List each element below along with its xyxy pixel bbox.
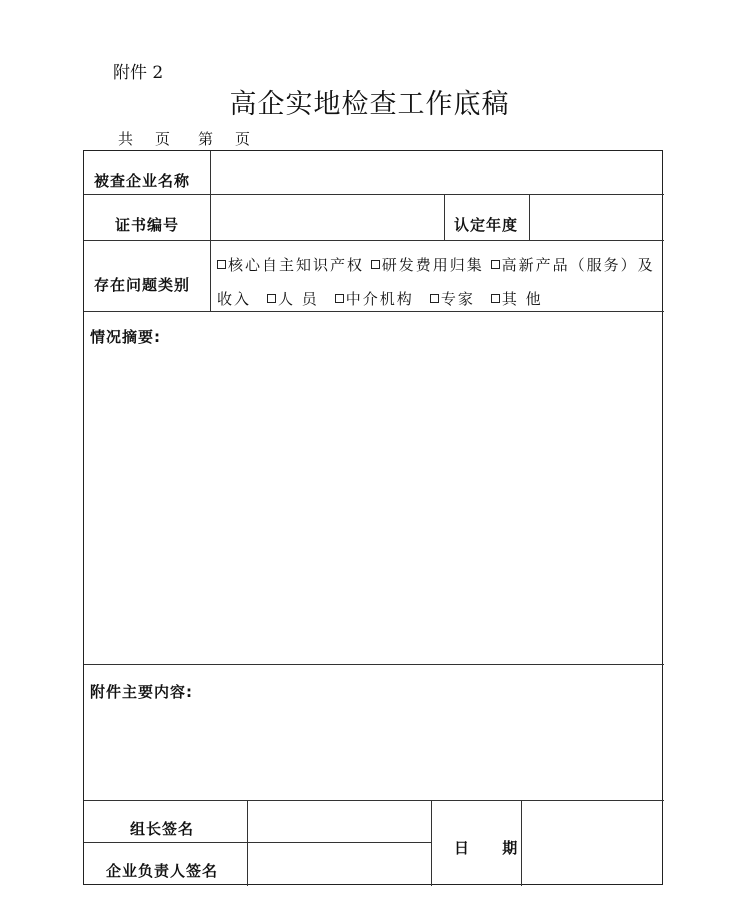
date-field[interactable] xyxy=(522,801,663,884)
page-count xyxy=(118,128,250,149)
option-ip[interactable]: 核心自主知识产权 xyxy=(217,256,364,274)
page-title: 高企实地检查工作底稿 xyxy=(229,89,510,120)
date-label: 日 期 xyxy=(454,839,532,857)
checkbox-icon[interactable] xyxy=(371,260,380,269)
issue-type-label: 存在问题类别 xyxy=(94,276,191,294)
inspection-form xyxy=(83,150,663,885)
option-personnel[interactable]: 人 员 xyxy=(267,288,319,309)
option-hightech-product[interactable]: 高新产品（服务）及 xyxy=(491,256,655,274)
row-divider xyxy=(84,311,664,312)
row-divider xyxy=(84,664,664,665)
option-rd-expense[interactable]: 研发费用归集 xyxy=(371,256,484,274)
certificate-number-label: 证书编号 xyxy=(115,216,180,234)
company-head-sign-label: 企业负责人签名 xyxy=(106,862,219,880)
page-total-label: 共 xyxy=(118,130,134,148)
attachment-number: 附件 2 xyxy=(113,63,164,83)
cert-year-field[interactable] xyxy=(530,195,663,239)
company-name-field[interactable] xyxy=(211,152,663,193)
page-total-unit: 页 xyxy=(155,130,171,148)
checkbox-icon[interactable] xyxy=(430,294,439,303)
page-current-unit: 页 xyxy=(235,130,251,148)
issue-options-line2 xyxy=(217,288,543,309)
checkbox-icon[interactable] xyxy=(217,260,226,269)
issue-options-line1 xyxy=(217,254,655,275)
attachment-content-label: 附件主要内容: xyxy=(90,683,193,701)
column-divider xyxy=(444,194,445,240)
attachment-content-field[interactable] xyxy=(85,706,663,799)
option-expert[interactable]: 专家 xyxy=(430,288,475,309)
option-other[interactable]: 其 他 xyxy=(491,288,543,309)
column-divider xyxy=(431,800,432,886)
leader-sign-field[interactable] xyxy=(248,801,430,841)
option-agency[interactable]: 中介机构 xyxy=(335,288,414,309)
summary-field[interactable] xyxy=(85,351,663,663)
option-income-suffix: 收入 xyxy=(217,290,252,308)
summary-label: 情况摘要: xyxy=(90,328,161,346)
checkbox-icon[interactable] xyxy=(491,260,500,269)
company-head-sign-field[interactable] xyxy=(248,843,430,884)
page-current-label: 第 xyxy=(198,130,214,148)
cert-year-label: 认定年度 xyxy=(454,216,519,234)
checkbox-icon[interactable] xyxy=(491,294,500,303)
leader-sign-label: 组长签名 xyxy=(130,820,195,838)
checkbox-icon[interactable] xyxy=(267,294,276,303)
company-name-label: 被查企业名称 xyxy=(94,172,191,190)
row-divider xyxy=(84,240,664,241)
checkbox-icon[interactable] xyxy=(335,294,344,303)
certificate-number-field[interactable] xyxy=(211,195,443,239)
